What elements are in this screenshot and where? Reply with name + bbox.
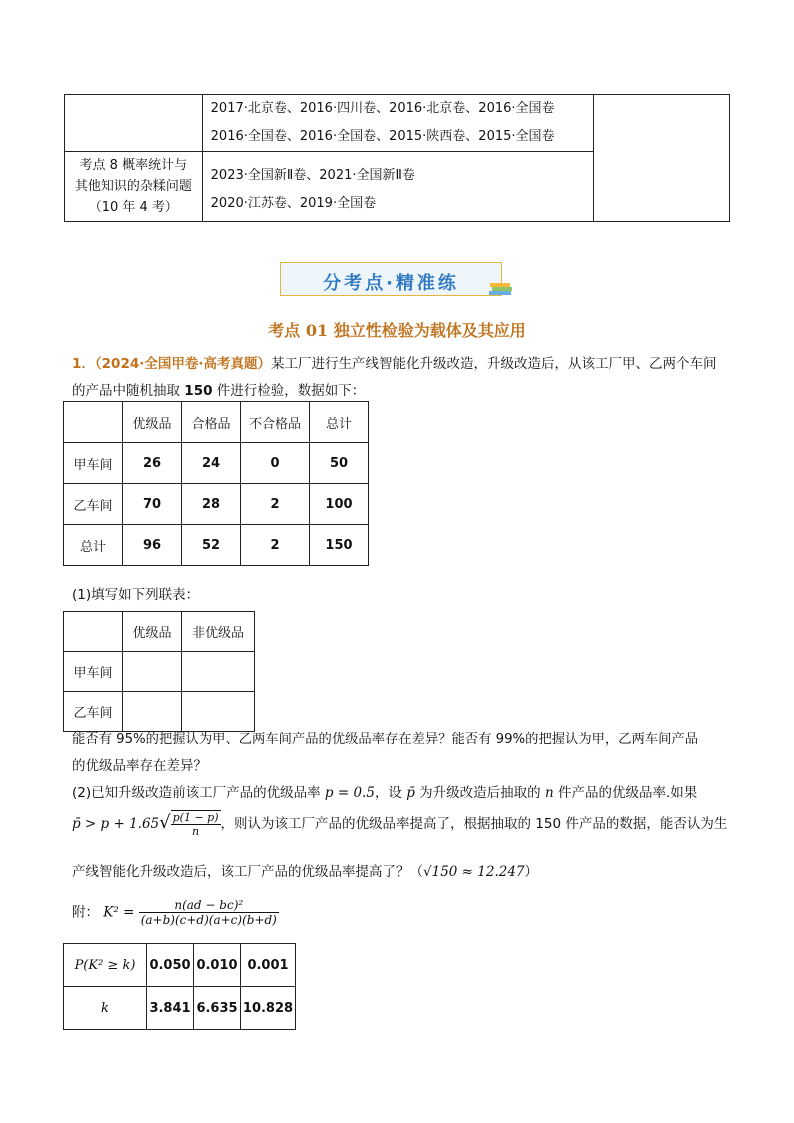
table-row bbox=[64, 484, 369, 525]
blank-cell bbox=[123, 652, 182, 692]
table-cell: 0.001 bbox=[241, 944, 296, 987]
question-text: 的产品中随机抽取 bbox=[72, 383, 185, 399]
header-cell: 优级品 bbox=[123, 402, 182, 443]
appendix-formula bbox=[72, 898, 279, 927]
table-cell: 70 bbox=[123, 484, 182, 525]
table-cell: 24 bbox=[182, 443, 241, 484]
part2-text: ，则认为该工厂产品的优级品率提高了，根据抽取的 150 件产品的数据，能否认为生 bbox=[220, 816, 728, 832]
math-expr: √150 ≈ 12.247 bbox=[423, 864, 525, 880]
data-table bbox=[63, 401, 369, 566]
fraction-denominator: n bbox=[192, 825, 200, 838]
part2-text: 为升级改造后抽取的 bbox=[414, 785, 545, 801]
table-cell: 26 bbox=[123, 443, 182, 484]
table-cell: 50 bbox=[310, 443, 369, 484]
row-header: k bbox=[64, 987, 147, 1030]
header-cell: 不合格品 bbox=[241, 402, 310, 443]
k2-fraction bbox=[139, 898, 279, 927]
part2-line bbox=[72, 781, 697, 801]
critical-value-table bbox=[63, 943, 296, 1030]
section-title: 考点 01 独立性检验为载体及其应用 bbox=[268, 321, 526, 340]
row-header: P(K² ≥ k) bbox=[64, 944, 147, 987]
table-cell: 10.828 bbox=[241, 987, 296, 1030]
header-cell: 总计 bbox=[310, 402, 369, 443]
table-row bbox=[64, 652, 255, 692]
section-banner bbox=[280, 262, 502, 296]
table-cell: 0 bbox=[241, 443, 310, 484]
exam-list-line: 2023·全国新Ⅱ卷、2021·全国新Ⅱ卷 bbox=[210, 168, 415, 183]
part2-text: ） bbox=[524, 864, 539, 880]
question-line bbox=[72, 352, 717, 372]
sqrt-sign: √ bbox=[159, 812, 171, 833]
row-header: 乙车间 bbox=[64, 484, 123, 525]
math-expr: p̄ > p + 1.65 bbox=[72, 816, 160, 832]
blank-cell bbox=[123, 692, 182, 732]
question-text: 件进行检验，数据如下： bbox=[212, 383, 366, 399]
table-header-row bbox=[64, 402, 369, 443]
part1-question: 的优级品率存在差异？ bbox=[72, 758, 207, 774]
table-row bbox=[65, 95, 730, 152]
part2-text: (2)已知升级改造前该工厂产品的优级品率 bbox=[72, 785, 325, 801]
table-cell bbox=[202, 95, 593, 152]
math-expr: p̄ bbox=[406, 785, 415, 801]
part2-text: 产线智能化升级改造后，该工厂产品的优级品率提高了？（ bbox=[72, 864, 423, 880]
header-cell: 合格品 bbox=[182, 402, 241, 443]
table-cell: 100 bbox=[310, 484, 369, 525]
appendix-label: 附： bbox=[72, 904, 99, 921]
table-cell: 6.635 bbox=[194, 987, 241, 1030]
header-cell bbox=[64, 402, 123, 443]
table-cell: 150 bbox=[310, 525, 369, 566]
table-cell: 0.050 bbox=[147, 944, 194, 987]
table-row bbox=[64, 692, 255, 732]
table-row bbox=[64, 944, 296, 987]
fraction-denominator: (a+b)(c+d)(a+c)(b+d) bbox=[140, 913, 277, 927]
exam-list-line: 2016·全国卷、2016·全国卷、2015·陕西卷、2015·全国卷 bbox=[210, 129, 555, 144]
row-header: 总计 bbox=[64, 525, 123, 566]
table-row bbox=[64, 525, 369, 566]
table-cell: 28 bbox=[182, 484, 241, 525]
topic-cell bbox=[65, 152, 203, 222]
table-cell: 2 bbox=[241, 525, 310, 566]
table-cell: 52 bbox=[182, 525, 241, 566]
exam-list-line: 2017·北京卷、2016·四川卷、2016·北京卷、2016·全国卷 bbox=[210, 101, 555, 116]
sample-size: 150 bbox=[184, 383, 213, 399]
table-header-row bbox=[64, 612, 255, 652]
row-header: 甲车间 bbox=[64, 443, 123, 484]
header-cell: 非优级品 bbox=[182, 612, 255, 652]
table-cell: 96 bbox=[123, 525, 182, 566]
question-text: 某工厂进行生产线智能化升级改造，升级改造后，从该工厂甲、乙两个车间 bbox=[271, 356, 717, 372]
contingency-table bbox=[63, 611, 255, 732]
part2-line bbox=[72, 860, 538, 880]
table-cell bbox=[65, 95, 203, 152]
exam-index-table bbox=[64, 94, 730, 222]
part2-text: 件产品的优级品率.如果 bbox=[553, 785, 698, 801]
table-cell bbox=[594, 95, 730, 222]
fraction-numerator: p(1 − p) bbox=[172, 811, 219, 824]
topic-line: 其他知识的杂糅问题 bbox=[74, 179, 192, 194]
header-cell bbox=[64, 612, 123, 652]
math-expr: n bbox=[544, 785, 554, 801]
row-header: 乙车间 bbox=[64, 692, 123, 732]
header-cell: 优级品 bbox=[123, 612, 182, 652]
table-row bbox=[64, 987, 296, 1030]
question-number: 1． bbox=[72, 356, 95, 372]
sqrt-fraction bbox=[171, 810, 221, 838]
table-row bbox=[64, 443, 369, 484]
question-line bbox=[72, 379, 365, 399]
topic-line: （10 年 4 考） bbox=[88, 200, 178, 215]
table-cell: 0.010 bbox=[194, 944, 241, 987]
banner-title: 分考点·精准练 bbox=[323, 273, 459, 294]
math-expr: K² = bbox=[103, 904, 135, 921]
table-cell bbox=[202, 152, 593, 222]
question-source: （2024·全国甲卷·高考真题） bbox=[94, 356, 271, 372]
table-cell: 2 bbox=[241, 484, 310, 525]
books-icon bbox=[488, 281, 514, 297]
blank-cell bbox=[182, 692, 255, 732]
part1-label: (1)填写如下列联表： bbox=[72, 587, 200, 603]
blank-cell bbox=[182, 652, 255, 692]
part1-question: 能否有 95%的把握认为甲、乙两车间产品的优级品率存在差异？能否有 99%的把握认为甲，乙两车间产品 bbox=[72, 732, 699, 747]
part2-text: ，设 bbox=[374, 785, 407, 801]
exam-list-line: 2020·江苏卷、2019·全国卷 bbox=[210, 196, 377, 211]
fraction-numerator: n(ad − bc)² bbox=[139, 898, 279, 913]
row-header: 甲车间 bbox=[64, 652, 123, 692]
table-cell: 3.841 bbox=[147, 987, 194, 1030]
part2-line bbox=[72, 810, 727, 838]
math-expr: p = 0.5 bbox=[324, 785, 375, 801]
topic-line: 考点 8 概率统计与 bbox=[79, 158, 188, 173]
